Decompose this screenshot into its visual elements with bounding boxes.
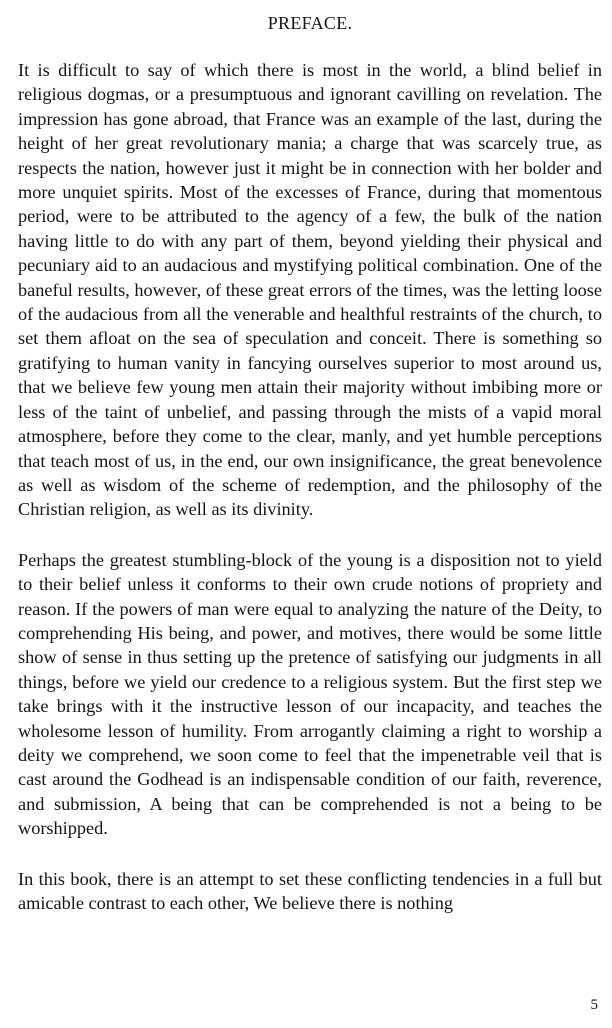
body-text — [18, 58, 602, 915]
paragraph-3: In this book, there is an attempt to set these conflicting tendencies in a full but amicable contrast to each other, We believe there is nothing — [18, 868, 602, 913]
page-title: PREFACE. — [267, 13, 353, 33]
paragraph-2: Perhaps the greatest stumbling-block of the young is a disposition not to yield to their belief unless it conforms to their own crude notions of propriety and reason. If the powers of man were equal to analyzing the nature of the Deity, to comprehending His being, and power, and motives, there would be some little show of sense in thus setting up the pretence of satisfying our judgments in all things, before we yield our credence to a religious system. But the first step we take brings with it the instructive lesson of our incapacity, and teaches the wholesome lesson of humility. From arrogantly claiming a right to worship a deity we comprehend, we soon come to feel that the impenetrable veil that is cast around the Godhead is an indispensable condition of our faith, reverence, and submission, A being that can be comprehended is not a being to be worshipped. — [18, 549, 602, 839]
paragraph-1: It is difficult to say of which there is most in the world, a blind belief in religious dogmas, or a presumptuous and ignorant cavilling on revelation. The impression has gone abroad, that France was an example of the last, during the height of her great revolutionary mania; a charge that was scarcely true, as respects the nation, however just it might be in connection with her bolder and more unquiet spirits. Most of the excesses of France, during that momentous period, were to be attributed to the agency of a few, the bulk of the nation having little to do with any part of them, beyond yielding their physical and pecuniary aid to an audacious and mystifying political combination. One of the baneful results, however, of these great errors of the times, was the letting loose of the audacious from all the venerable and healthful restraints of the church, to set them afloat on the sea of speculation and conceit. There is something so gratifying to human vanity in fancying ourselves superior to most around us, that we believe few young men attain their majority without imbibing more or less of the taint of unbelief, and passing through the mists of a vapid moral atmosphere, before they come to the clear, manly, and yet humble perceptions that teach most of us, in the end, our own insignificance, the great benevolence as well as wisdom of the scheme of redemption, and the philosophy of the Christian religion, as well as its divinity. — [18, 60, 602, 520]
document-page — [18, 0, 602, 1028]
page-number: 5 — [590, 997, 598, 1013]
